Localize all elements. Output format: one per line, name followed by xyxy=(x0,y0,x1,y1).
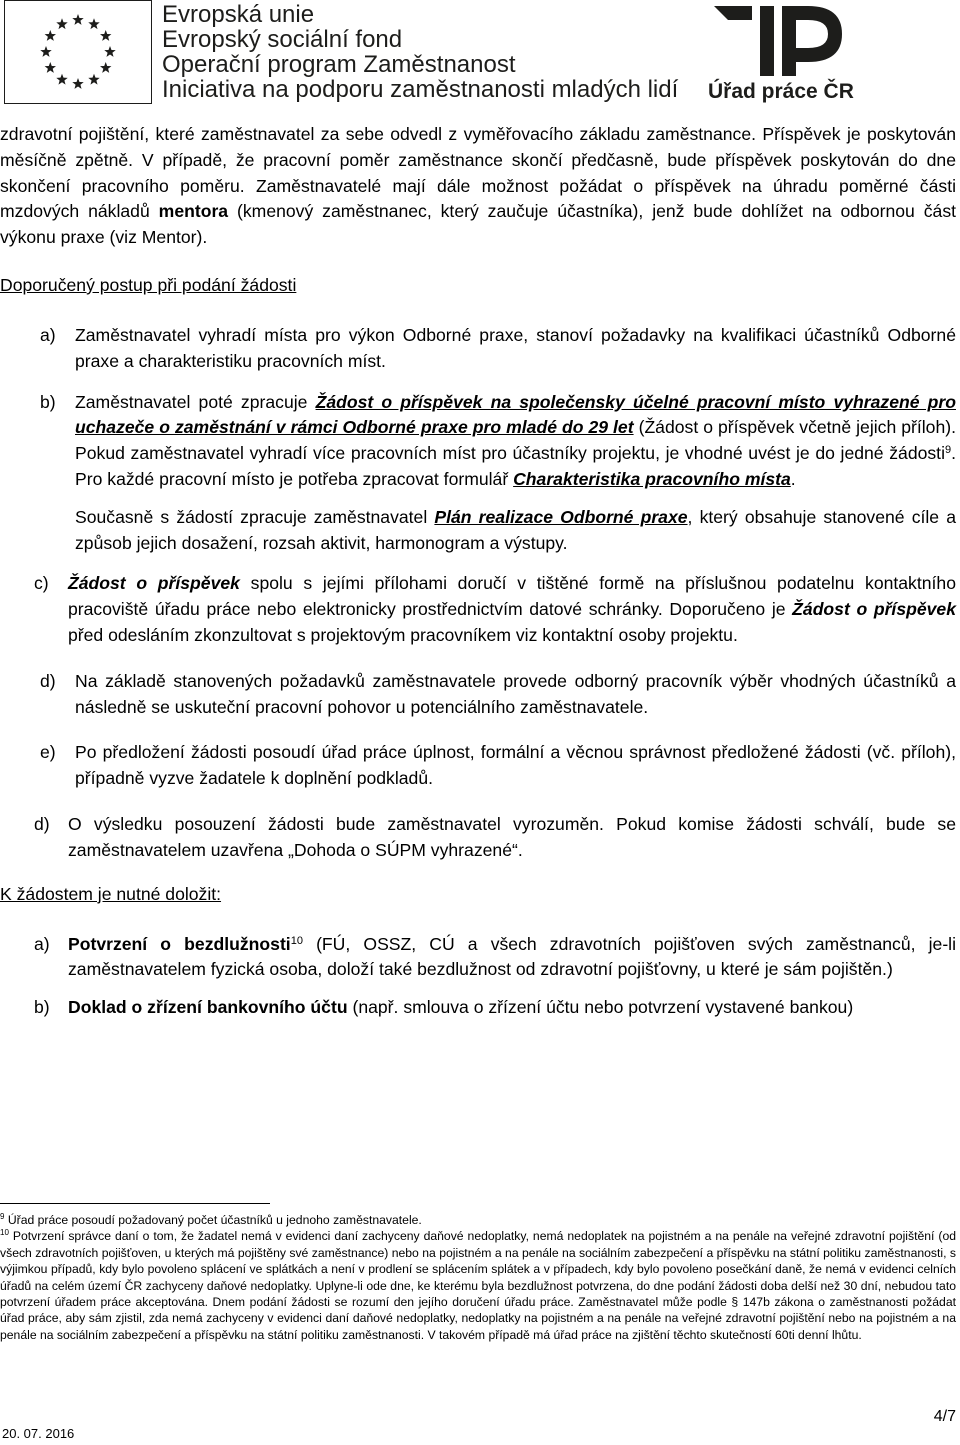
item-label: a) xyxy=(34,933,50,954)
item-label: b) xyxy=(40,391,56,412)
intro-paragraph xyxy=(0,122,956,251)
urad-prace-name: Úřad práce ČR xyxy=(708,80,854,103)
footnotes xyxy=(0,1212,956,1343)
document-body xyxy=(0,122,956,1021)
item-text: Po předložení žádosti posoudí úřad práce úplnost, formální a věcnou správnost předložené žádosti (vč. příloh), případně vyzve žadatele k doplnění podkladů. xyxy=(75,742,956,789)
eu-line-2: Evropský sociální fond xyxy=(162,26,403,53)
footnote-ref-10[interactable]: 10 xyxy=(290,934,303,947)
footer-date: 20. 07. 2016 xyxy=(2,1426,75,1441)
item-label: d) xyxy=(40,670,56,691)
list-item xyxy=(0,740,956,792)
eu-line-3: Operační program Zaměstnanost xyxy=(162,51,516,78)
eu-line-4: Iniciativa na podporu zaměstnanosti mladých lidí xyxy=(162,76,679,103)
list-item: a) Potvrzení o bezdlužnosti$^{10}$ (FÚ, OSSZ, CÚ a všech zdravotních pojišťoven svých zaměstnanců, je-li zaměstnavatelem fyzická osoba, doloží také bezdlužnost od zdravotní pojišťovny, u které je sám pojištěn.) xyxy=(34,933,956,980)
urad-prace-logo-icon xyxy=(712,4,858,78)
item-text: Zaměstnavatel vyhradí místa pro výkon Odborné praxe, stanoví požadavky na kvalifikaci účastníků Odborné praxe a charakteristiku pracovních míst. xyxy=(75,324,956,371)
eu-line-1: Evropská unie xyxy=(162,1,315,28)
intro-text-1: zdravotní pojištění, které zaměstnavatel za sebe odvedl z vyměřovacího základu zaměstnance. Příspěvek je poskytován měsíčně zpětně. V případě, že pracovní poměr zaměstnance skončí předčasně, bude příspěvek poskytován do dne skončení pracovního poměru. Zaměstnavatelé mají dále možnost požádat o příspěvek na úhradu poměrné části mzdových nákladů xyxy=(0,124,956,222)
page-header xyxy=(0,0,960,112)
footnote-divider xyxy=(0,1203,270,1204)
practice-plan-link[interactable]: Plán realizace Odborné praxe xyxy=(434,506,688,527)
footnote-ref-9[interactable]: 9 xyxy=(944,444,952,457)
item-label: e) xyxy=(40,742,56,763)
list-item: b) Doklad o zřízení bankovního účtu (např. smlouva o zřízení účtu nebo potvrzení vystavené bankou) xyxy=(0,995,956,1021)
procedure-list xyxy=(0,323,956,864)
item-label: d) xyxy=(34,813,50,834)
list-item: b) Zaměstnavatel poté zpracuje Žádost o příspěvek na společensky účelné pracovní místo vyhrazené pro uchazeče o zaměstnání v rámci Odborné praxe pro mladé do 29 let (Žádost o příspěvek včetně jejich příloh). Pokud zaměstnavatel vyhradí více pracovních míst pro účastníky projektu, je vhodné uvést je do jedné žádosti$^9$. Pro každé pracovní místo je potřeba zpracovat formulář Charakteristika pracovního místa. Současně s žádostí zpracuje zaměstnavatel Plán realizace Odborné praxe, který obsahuje stanovené cíle a způsob jejich dosažení, rozsah aktivit, harmonogram a výstupy. xyxy=(40,391,956,553)
list-item: c) Žádost o příspěvek spolu s jejími přílohami doručí v tištěné formě na příslušnou podatelnu kontaktního pracoviště úřadu práce nebo elektronicky prostřednictvím datové schránky. Doporučeno je Žádost o příspěvek před odesláním zkonzultovat s projektovým pracovníkem viz kontaktní osoby projektu. xyxy=(34,573,956,645)
attachments-heading: K žádostem je nutné doložit: xyxy=(0,883,222,904)
intro-bold-mentor: mentora xyxy=(158,201,229,222)
item-label: c) xyxy=(34,573,49,594)
page-number: 4/7 xyxy=(933,1408,956,1425)
list-item xyxy=(0,323,956,375)
list-item xyxy=(0,812,956,864)
item-label: a) xyxy=(40,324,56,345)
eu-program-text xyxy=(162,2,678,102)
intro-text-2: (kmenový zaměstnanec, který zaučuje účastníka), jenž bude dohlížet na odbornou část výkonu praxe (viz Mentor). xyxy=(0,201,957,248)
footnote-9: $^9$ Úřad práce posoudí požadovaný počet účastníků u jednoho zaměstnavatele. xyxy=(0,1212,422,1227)
footnote-10: $^{10}$ Potvrzení správce daní o tom, že žadatel nemá v evidenci daní zachyceny daňové nedoplatky, nemá nedoplatek na pojistném a na penále na veřejné zdravotní pojištění (od všech zdravotních pojišťoven, u kterých má pojištěny své zaměstnance) nebo na pojistném a na penále na sociálním zabezpečení a příspěvku na státní politiku zaměstnanosti, s výjimkou případů, kdy bylo povoleno splácení ve splátkách a není v prodlení se splácením splátek a v případech, kdy bylo povoleno posečkání daně, že nemá v evidenci celních úřadů na celém území ČR zachyceny daňové nedoplatky. Uplyne-li ode dne, ke kterému byla bezdlužnost potvrzena, do dne podání žádosti doba delší než 30 dní, nebudou tato potvrzení úřadem práce akceptována. Dnem podání žádosti se rozumí den jejího doručení úřadu práce. Zaměstnavatel může podle § 147b zákona o zaměstnanosti požádat úřad práce, aby sám zjistil, zda nemá zachyceny v evidenci daní daňové nedoplatky, nedoplatky na pojistném a na penále na veřejné zdravotní pojištění nebo na pojistném a na penále na sociálním zabezpečení a příspěvku na státní politiku zaměstnanosti. V takovém případě má úřad práce na zjištění těchto skutečností 60ti denní lhůtu. xyxy=(0,1228,956,1342)
item-label: b) xyxy=(34,997,50,1018)
attachments-list xyxy=(0,932,956,1021)
job-characteristics-link[interactable]: Charakteristika pracovního místa xyxy=(513,468,791,489)
application-form-link[interactable]: Žádost o příspěvek na společensky účelné pracovní místo vyhrazené pro uchazeče o zaměstnání v rámci Odborné praxe pro mladé do 29 let xyxy=(75,391,956,438)
item-text: Na základě stanovených požadavků zaměstnavatele provede odborný pracovník výběr vhodných účastníků a následně se uskuteční pracovní pohovor u potenciálního zaměstnavatele. xyxy=(75,670,956,717)
list-item xyxy=(0,669,956,721)
procedure-heading: Doporučený postup při podání žádosti xyxy=(0,274,297,295)
eu-flag-icon xyxy=(4,0,152,104)
item-text: O výsledku posouzení žádosti bude zaměstnavatel vyrozuměn. Pokud komise žádosti schválí, bude se zaměstnavatelem uzavřena „Dohoda o SÚPM vyhrazené“. xyxy=(68,813,956,860)
